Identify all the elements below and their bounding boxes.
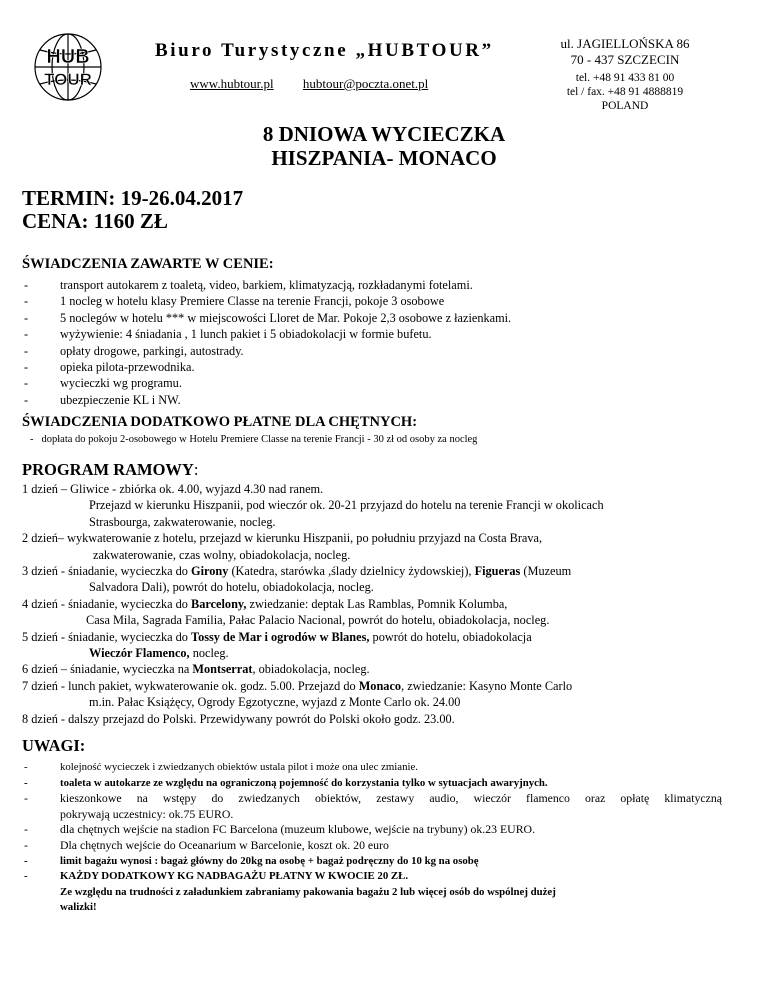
list-item: - opieka pilota-przewodnika. [22,359,511,375]
day-text: nocleg. [189,646,229,661]
list-item: - transport autokarem z toaletą, video, barkiem, klimatyzacją, rozkładanymi fotelami. [22,277,511,293]
list-item [22,869,722,885]
dash: - [24,761,28,773]
list-item [22,822,722,838]
note-text: kieszonkowe na wstępy do zwiedzanych obiektów, zestawy audio, wieczór flamenco oraz opłatę klimatyczną [60,791,722,806]
day-text: (Muzeum [520,564,572,579]
extra-heading: ŚWIADCZENIA DODATKOWO PŁATNE DLA CHĘTNYCH: [22,414,418,430]
day-text: powrót do hotelu, obiadokolacja [369,629,532,644]
place-montserrat: Montserrat [192,662,253,677]
address-line: ul. JAGIELLOŃSKA 86 [560,36,690,51]
phone-line: tel. +48 91 433 81 00 [575,72,675,84]
list-item-cont [22,885,722,916]
note-text: toaleta w autokarze ze względu na ograniczoną pojemność do korzystania tylko w sytuacjach awaryjnych. [60,776,548,789]
note-text: dla chętnych wejście na stadion FC Barcelona (muzeum klubowe, wejście na trybuny) ok.23 EURO. [60,822,536,837]
list-item [22,838,722,854]
list-item: - 5 noclegów w hotelu *** w miejscowości Lloret de Mar. Pokoje 2,3 osobowe z łazienkami. [22,310,511,326]
logo-text-hub: HUB [46,46,90,68]
dash: - [24,791,28,806]
trip-dates: TERMIN: 19-26.04.2017 [22,186,244,210]
list-item: - wyżywienie: 4 śniadania , 1 lunch pakiet i 5 obiadokolacji w formie bufetu. [22,326,511,342]
day-text: zwiedzanie: deptak Las Ramblas, Pomnik Kolumba, [246,596,508,611]
dash: - [24,854,28,867]
list-item [22,760,722,776]
trip-title-line: 8 DNIOWA WYCIECZKA [262,122,506,146]
contact-links [190,76,428,92]
day-text: 3 dzień - śniadanie, wycieczka do [22,564,192,579]
logo-text-tour: TOUR [44,70,92,89]
notes-heading: UWAGI: [22,736,86,755]
program-day-8: 8 dzień - dalszy przejazd do Polski. Przewidywany powrót do Polski około godz. 23.00. [22,711,455,726]
list-item [22,791,722,822]
note-text: KAŻDY DODATKOWY KG NADBAGAŻU PŁATNY W KWOCIE 20 ZŁ. [60,870,409,883]
list-item: - ubezpieczenie KL i NW. [22,392,511,408]
dash: - [24,776,28,789]
place-tossa: Tossy de Mar i ogrodów w Blanes, [191,629,370,644]
note-text: kolejność wycieczek i zwiedzanych obiektów ustala pilot i może ona ulec zmianie. [60,761,418,773]
program-day-3 [22,563,742,579]
extra-dash: - [30,434,34,445]
list-item: - 1 nocleg w hotelu klasy Premiere Classe na terenie Francji, pokoje 3 osobowe [22,293,511,309]
trip-title-line: HISZPANIA- MONACO [271,146,497,170]
notes-list [22,760,722,916]
list-item: - opłaty drogowe, parkingi, autostrady. [22,343,511,359]
place-monaco: Monaco [358,678,402,693]
list-item [22,776,722,792]
day-text: , obiadokolacja, nocleg. [252,662,370,677]
list-item: - wycieczki wg programu. [22,375,511,391]
event-flamenco: Wieczór Flamenco, [89,646,190,661]
day-text: (Katedra, starówka ,ślady dzielnicy żydowskiej), [228,564,475,579]
dash: - [24,870,28,883]
program-day-2-cont: zakwaterowanie, czas wolny, obiadokolacja, nocleg. [93,547,351,562]
program-day-4 [22,596,742,612]
website-link[interactable]: www.hubtour.pl [190,76,274,91]
day-text: 5 dzień - śniadanie, wycieczka do [22,629,192,644]
program-list [22,481,742,727]
note-text: walizki! [60,901,97,914]
program-day-1-cont: Strasbourga, zakwaterowanie, nocleg. [89,514,276,529]
program-day-7 [22,678,742,694]
program-day-1: 1 dzień – Gliwice - zbiórka ok. 4.00, wyjazd 4.30 nad ranem. [22,482,324,496]
program-day-3-cont: Salvadora Dali), powrót do hotelu, obiadokolacja, nocleg. [89,580,374,595]
trip-price: CENA: 1160 ZŁ [22,209,168,233]
list-item [22,854,722,870]
trip-title [0,122,768,170]
dash: - [24,837,28,852]
program-day-7-cont: m.in. Pałac Książęcy, Ogrody Egzotyczne, wyjazd z Monte Carlo ok. 24.00 [89,695,461,710]
note-text: Ze względu na trudności z załadunkiem zabraniamy pakowania bagażu 2 lub więcej osób do wspólnej dużej [60,885,556,898]
day-text: 7 dzień - lunch pakiet, wykwaterowanie ok. godz. 5.00. Przejazd do [22,678,359,693]
program-day-1-cont: Przejazd w kierunku Hiszpanii, pod wieczór ok. 20-21 przyjazd do hotelu na terenie Francji w okolicach [89,498,604,513]
day-text: , zwiedzanie: Kasyno Monte Carlo [401,678,573,693]
place-figueras: Figueras [474,564,521,579]
program-day-2: 2 dzień– wykwaterowanie z hotelu, przejazd w kierunku Hiszpanii, po południu przyjazd na Costa Brava, [22,531,543,546]
program-heading-colon: : [193,460,199,479]
company-address [535,36,715,113]
extra-text: dopłata do pokoju 2-osobowego w Hotelu Premiere Classe na terenie Francji - 30 zł od osoby za nocleg [41,434,478,445]
hubtour-logo [22,30,114,104]
fax-line: tel / fax. +48 91 4888819 [566,86,684,98]
program-heading [22,460,198,480]
note-text: Dla chętnych wejście do Oceanarium w Barcelonie, koszt ok. 20 euro [60,837,389,852]
program-heading-text: PROGRAM RAMOWY [22,460,194,479]
program-day-5-cont [22,645,742,661]
place-barcelona: Barcelony, [191,596,247,611]
program-day-4-cont: Casa Mila, Sagrada Familia, Pałac Palacio Nacional, powrót do hotelu, obiadokolacja, nocleg. [86,613,550,628]
note-text: pokrywają uczestnicy: ok.75 EURO. [60,806,234,821]
day-text: 4 dzień - śniadanie, wycieczka do [22,596,192,611]
dash: - [24,822,28,837]
program-day-5 [22,629,742,645]
address-line: 70 - 437 SZCZECIN [570,52,680,67]
program-day-6 [22,661,742,677]
country-line: POLAND [601,100,649,112]
note-text: limit bagażu wynosi : bagaż główny do 20kg na osobę + bagaż podręczny do 10 kg na osobę [60,854,479,867]
extra-item [30,434,477,445]
email-link[interactable]: hubtour@poczta.onet.pl [302,76,429,91]
place-girona: Girony [191,564,229,579]
day-text: 6 dzień – śniadanie, wycieczka na [22,662,193,677]
company-name: Biuro Turystyczne „HUBTOUR” [155,40,494,61]
included-heading: ŚWIADCZENIA ZAWARTE W CENIE: [22,256,274,272]
included-list [22,277,511,408]
